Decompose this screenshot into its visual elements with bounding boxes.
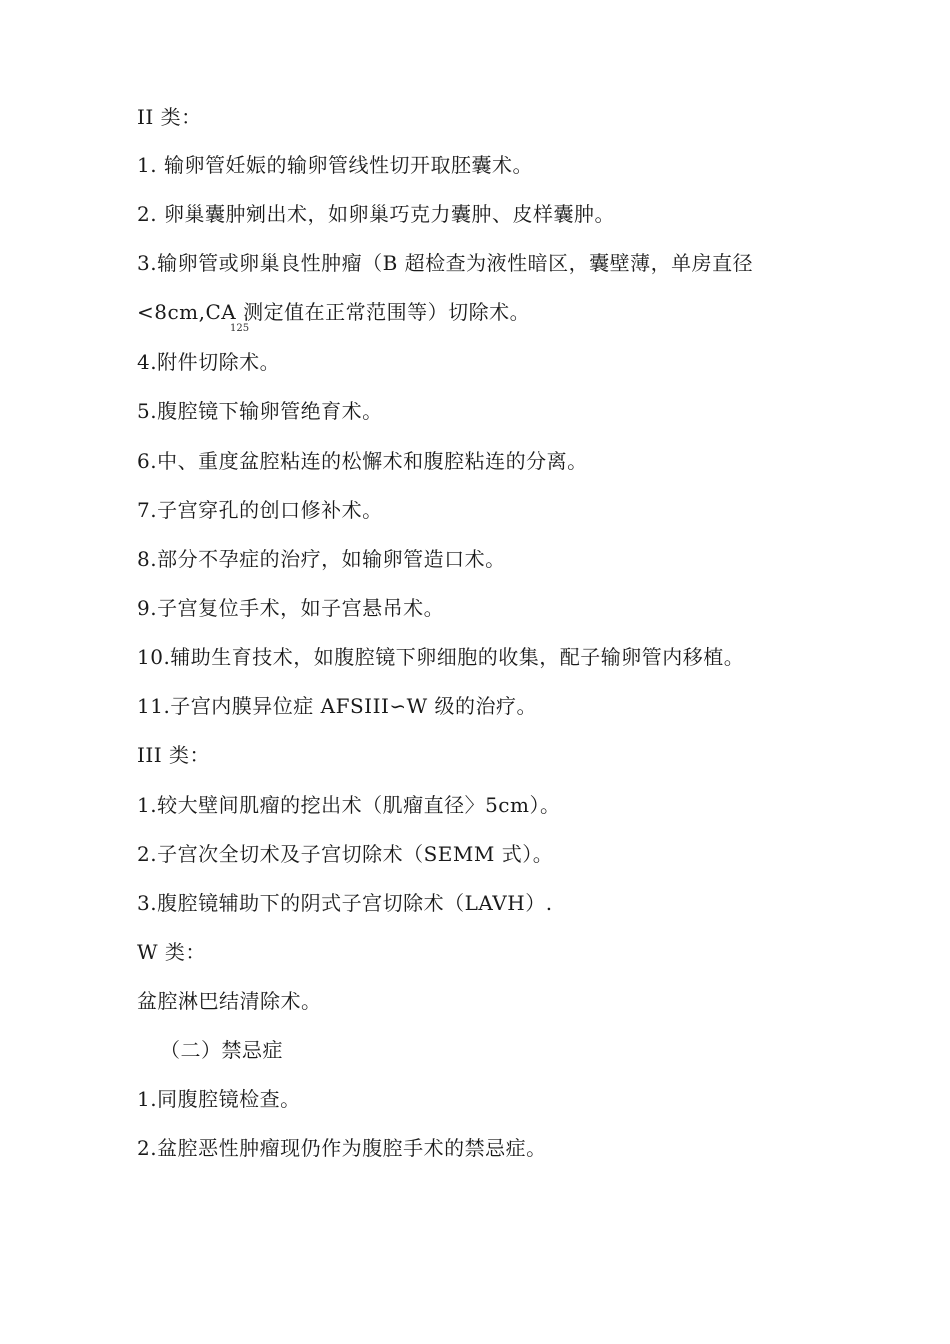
list-item: 10.辅助生育技术，如腹腔镜下卵细胞的收集，配子输卵管内移植。 bbox=[137, 645, 745, 669]
list-item: 5.腹腔镜下输卵管绝育术。 bbox=[137, 399, 383, 423]
list-item: 盆腔淋巴结清除术。 bbox=[137, 989, 322, 1013]
list-item: 11.子宫内膜异位症 AFSIII∽W 级的治疗。 bbox=[137, 694, 538, 718]
section-heading-class-iii: III 类： bbox=[137, 743, 211, 767]
subscript-note: 125 bbox=[230, 323, 250, 334]
list-item: 7.子宫穿孔的创口修补术。 bbox=[137, 498, 383, 522]
list-item: 2.子宫次全切术及子宫切除术（SEMM 式）。 bbox=[137, 842, 554, 866]
list-item: 6.中、重度盆腔粘连的松懈术和腹腔粘连的分离。 bbox=[137, 449, 588, 473]
list-item: 3.腹腔镜辅助下的阴式子宫切除术（LAVH）. bbox=[137, 891, 553, 915]
section-heading-class-ii: II 类： bbox=[137, 105, 202, 129]
list-item: 4.附件切除术。 bbox=[137, 350, 281, 374]
list-item: 8.部分不孕症的治疗，如输卵管造口术。 bbox=[137, 547, 506, 571]
list-item: 1.较大壁间肌瘤的挖出术（肌瘤直径〉5cm）。 bbox=[137, 793, 561, 817]
list-item-continuation: <8cm,CA 测定值在正常范围等）切除术。 bbox=[137, 300, 531, 324]
section-heading-class-w: W 类： bbox=[137, 940, 206, 964]
list-item: 2. 卵巢囊肿剜出术，如卵巢巧克力囊肿、皮样囊肿。 bbox=[137, 202, 615, 226]
section-heading-contraindications: （二）禁忌症 bbox=[160, 1038, 283, 1062]
list-item: 1.同腹腔镜检查。 bbox=[137, 1087, 301, 1111]
list-item: 2.盆腔恶性肿瘤现仍作为腹腔手术的禁忌症。 bbox=[137, 1136, 547, 1160]
list-item: 9.子宫复位手术，如子宫悬吊术。 bbox=[137, 596, 445, 620]
list-item: 3.输卵管或卵巢良性肿瘤（B 超检查为液性暗区，囊壁薄，单房直径 bbox=[137, 251, 754, 275]
list-item: 1. 输卵管妊娠的输卵管线性切开取胚囊术。 bbox=[137, 153, 533, 177]
